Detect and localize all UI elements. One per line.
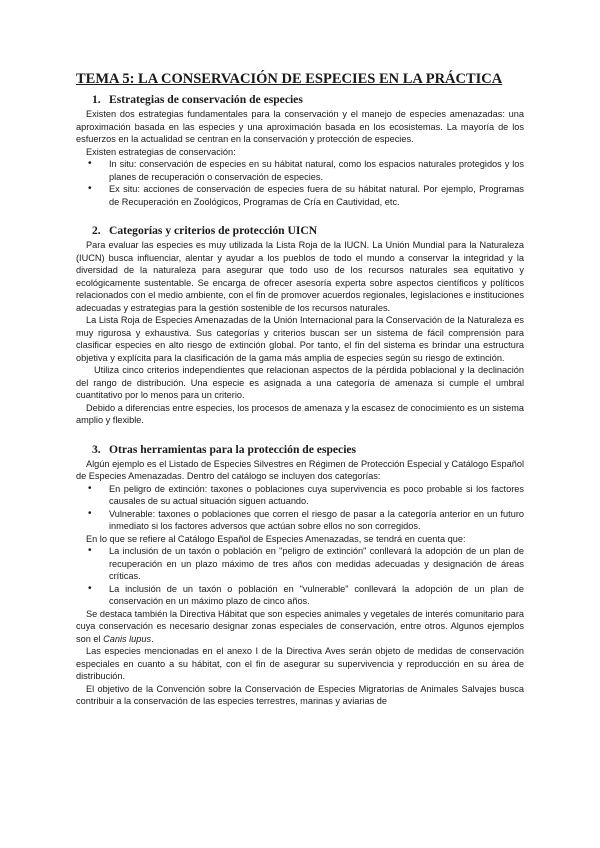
section-1-title: Estrategias de conservación de especies <box>109 93 303 106</box>
section-2-paragraph-2: La Lista Roja de Especies Amenazadas de la Unión Internacional para la Conservación de la Naturaleza es muy rigurosa y exhaustiva. Sus categorías y criterios buscan ser un sistema de fácil comprensión para clasificar especies en alto riesgo de extinción global. Por tanto, el fin del sistema es brindar una estructura objetiva y explícita para la clasificación de la gama más amplia de especies según su riesgo de extinción. <box>76 315 524 363</box>
section-2-number: 2. <box>92 224 101 237</box>
section-1-paragraph-1: Existen dos estrategias fundamentales para la conservación y el manejo de especies amenazadas: una aproximación basada en las especies y una aproximación basada en los ecosistemas. La mayoría de los esfuerzos en la actualidad se centran en la conservación y protección de especies. <box>76 109 524 144</box>
section-2-paragraph-3: Utiliza cinco criterios independientes que relacionan aspectos de la pérdida poblacional y la declinación del rango de distribución. Una especie es asignada a una categoría de amenaza si cumple el umbral cuantitativo por lo menos para un criterio. <box>76 365 524 400</box>
section-3-title: Otras herramientas para la protección de especies <box>109 442 357 456</box>
section-1-bullet-list <box>76 158 524 208</box>
section-3-heading <box>92 442 524 457</box>
bullet-ex-situ: • Ex situ: acciones de conservación de especies fuera de su hábitat natural. Por ejemplo, Programas de Recuperación en Zoológicos, Programas de Cría en Cautividad, etc. <box>76 183 524 208</box>
section-3-paragraph-2: En lo que se refiere al Catálogo Español de Especies Amenazadas, se tendrá en cuenta que: <box>86 533 466 544</box>
section-1-number: 1. <box>92 93 101 106</box>
bullet-vulnerable: • Vulnerable: taxones o poblaciones que corren el riesgo de pasar a la categoría anterior en un futuro inmediato si los factores adversos que actúan sobre ellos no son corregidos. <box>76 508 524 533</box>
section-3-paragraph-4: Las especies mencionadas en el anexo I de la Directiva Aves serán objeto de medidas de conservación especiales en cuanto a su hábitat, con el fin de asegurar su supervivencia y reproducción en su área de distribución. <box>76 646 524 681</box>
section-3-categories-list <box>76 483 524 533</box>
section-1-paragraph-2: Existen estrategias de conservación: <box>86 146 236 157</box>
bullet-peligro-plan: • La inclusión de un taxón o población en "peligro de extinción" conllevará la adopción de un plan de recuperación en un plazo máximo de tres años con medidas adecuadas y designación de áreas críticas. <box>76 545 524 583</box>
section-3-number: 3. <box>92 442 101 456</box>
section-3-paragraph-3 <box>76 608 524 646</box>
section-2-paragraph-4: Debido a diferencias entre especies, los procesos de amenaza y la escasez de conocimiento es un sistema amplio y flexible. <box>76 402 524 425</box>
section-2-heading <box>92 223 524 238</box>
section-3-catalog-list <box>76 545 524 608</box>
section-3-paragraph-1: Algún ejemplo es el Listado de Especies Silvestres en Régimen de Protección Especial y Catálogo Español de Especies Amenazadas. Dentro del catálogo se incluyen dos categorías: <box>76 458 524 481</box>
section-2-paragraph-1: Para evaluar las especies es muy utilizada la Lista Roja de la IUCN. La Unión Mundial para la Naturaleza (IUCN) busca influenciar, alentar y ayudar a los pueblos de todo el mundo a conservar la integridad y la diversidad de la naturaleza para asegurar que todo uso de los recursos naturales sea equitativo y ecológicamente sustentable. Se encarga de ofrecer asesoría experta sobre aspectos científicos y políticos relacionados con el medio ambiente, con el fin de promover acuerdos regionales, legislaciones e instituciones adecuadas y estrategias para la gestión sostenible de los recursos naturales. <box>76 240 524 313</box>
section-2-title: Categorías y criterios de protección UICN <box>109 224 318 237</box>
section-1-heading <box>92 92 524 107</box>
page-title: TEMA 5: LA CONSERVACIÓN DE ESPECIES EN LA PRÁCTICA <box>76 71 503 87</box>
sentence-end: . <box>151 633 154 644</box>
section-3-paragraph-5: El objetivo de la Convención sobre la Conservación de Especies Migratorias de Animales Salvajes busca contribuir a la conservación de las especies terrestres, marinas y aviarias de <box>76 683 524 706</box>
directiva-habitat-text: Se destaca también la Directiva Hábitat que son especies animales y vegetales de interés comunitario para cuya conservación es necesario designar zonas especiales de conservación, entre otros. Algunos ejemplos son el <box>76 608 524 644</box>
bullet-in-situ: • In situ: conservación de especies en su hábitat natural, como los espacios naturales protegidos y los planes de recuperación o conservación de especies. <box>76 158 524 183</box>
species-name: Canis lupus <box>103 633 152 644</box>
bullet-vulnerable-plan: • La inclusión de un taxón o población en "vulnerable" conllevará la adopción de un plan de conservación en un máximo plazo de cinco años. <box>76 583 524 608</box>
bullet-en-peligro: • En peligro de extinción: taxones o poblaciones cuya supervivencia es poco probable si los factores causales de su actual situación siguen actuando. <box>76 483 524 508</box>
